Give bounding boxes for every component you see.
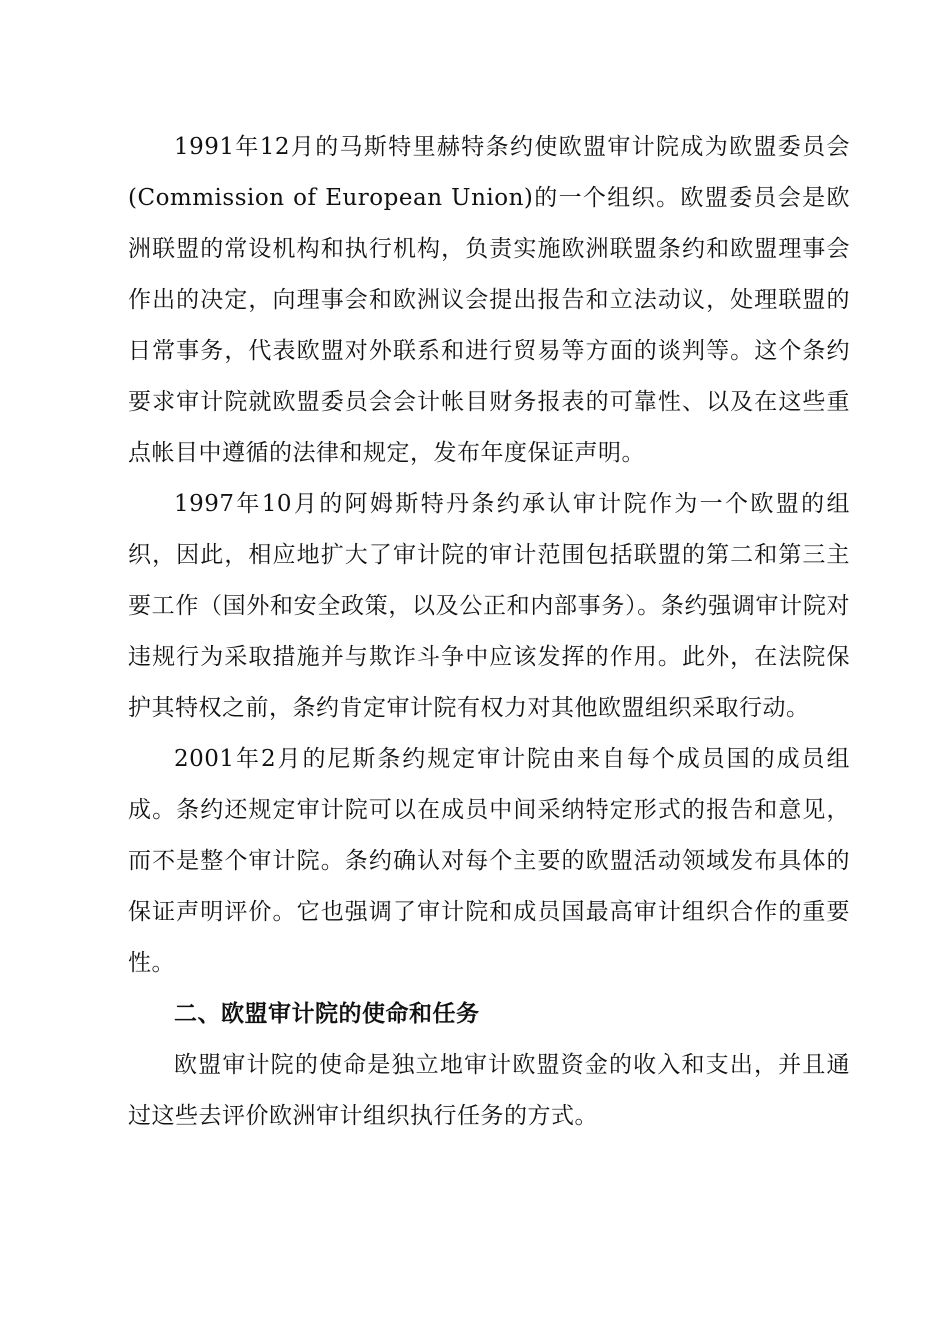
paragraph-mission: 欧盟审计院的使命是独立地审计欧盟资金的收入和支出，并且通过这些去评价欧洲审计组织执行任务的方式。	[128, 1052, 850, 1129]
paragraph-nice-treaty: 2001年2月的尼斯条约规定审计院由来自每个成员国的成员组成。条约还规定审计院可以在成员中间采纳特定形式的报告和意见，而不是整个审计院。条约确认对每个主要的欧盟活动领域发布具体的保证声明评价。它也强调了审计院和成员国最高审计组织合作的重要性。	[128, 746, 850, 976]
paragraph-maastricht-treaty: 1991年12月的马斯特里赫特条约使欧盟审计院成为欧盟委员会(Commission of European Union)的一个组织。欧盟委员会是欧洲联盟的常设机构和执行机构，负责实施欧洲联盟条约和欧盟理事会作出的决定，向理事会和欧洲议会提出报告和立法动议，处理联盟的日常事务，代表欧盟对外联系和进行贸易等方面的谈判等。这个条约要求审计院就欧盟委员会会计帐目财务报表的可靠性、以及在这些重点帐目中遵循的法律和规定，发布年度保证声明。	[128, 134, 850, 466]
section-heading: 二、欧盟审计院的使命和任务	[174, 1001, 480, 1027]
paragraph-amsterdam-treaty: 1997年10月的阿姆斯特丹条约承认审计院作为一个欧盟的组织，因此，相应地扩大了审计院的审计范围包括联盟的第二和第三主要工作（国外和安全政策，以及公正和内部事务）。条约强调审计院对违规行为采取措施并与欺诈斗争中应该发挥的作用。此外，在法院保护其特权之前，条约肯定审计院有权力对其他欧盟组织采取行动。	[128, 491, 850, 721]
document-page	[128, 122, 850, 1142]
